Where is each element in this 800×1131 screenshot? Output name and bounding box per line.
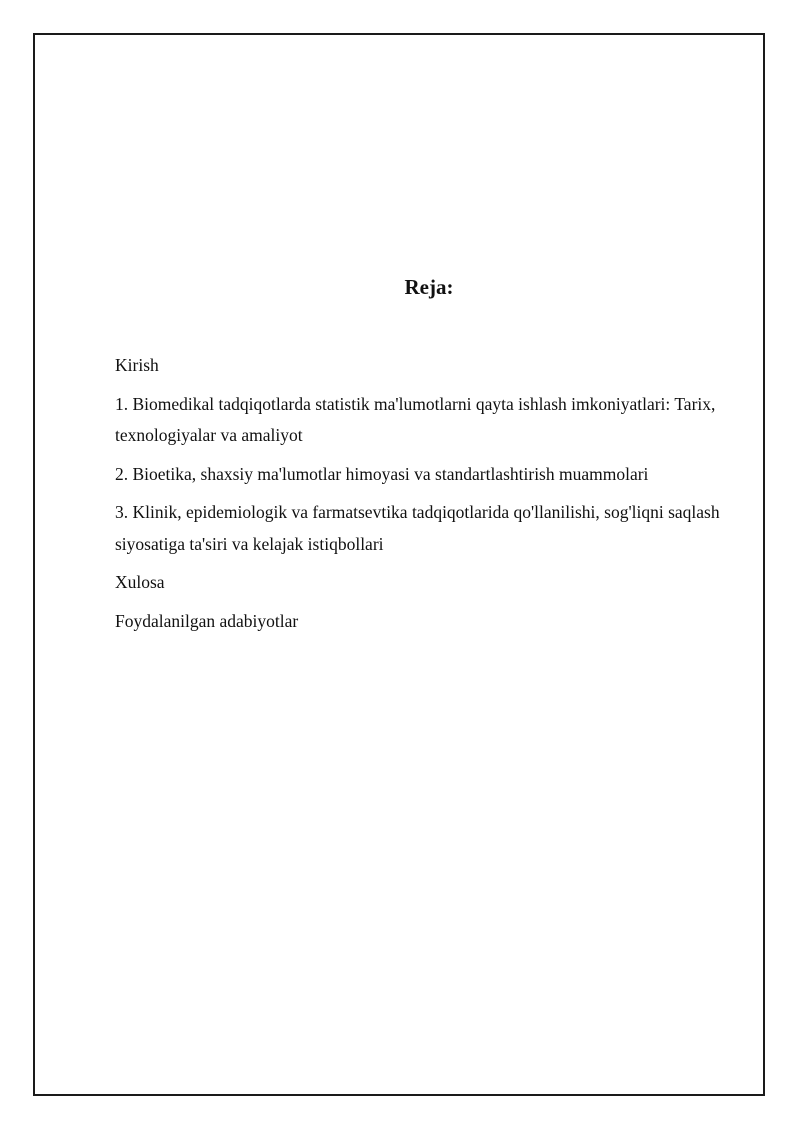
plan-item-3: 3. Klinik, epidemiologik va farmatsevtika tadqiqotlarida qo'llanilishi, sog'liqni saqlash siyosatiga ta'siri va kelajak istiqbollari xyxy=(115,502,720,554)
plan-item-references: Foydalanilgan adabiyotlar xyxy=(115,610,299,631)
plan-item-intro: Kirish xyxy=(115,355,159,375)
plan-item-conclusion: Xulosa xyxy=(115,572,165,592)
plan-item-1: 1. Biomedikal tadqiqotlarda statistik ma'lumotlarni qayta ishlash imkoniyatlari: Tarix, texnologiyalar va amaliyot xyxy=(115,393,716,445)
plan-item-2: 2. Bioetika, shaxsiy ma'lumotlar himoyasi va standartlashtirish muammolari xyxy=(115,463,649,484)
plan-title: Reja: xyxy=(404,275,454,299)
plan-list xyxy=(115,350,725,644)
